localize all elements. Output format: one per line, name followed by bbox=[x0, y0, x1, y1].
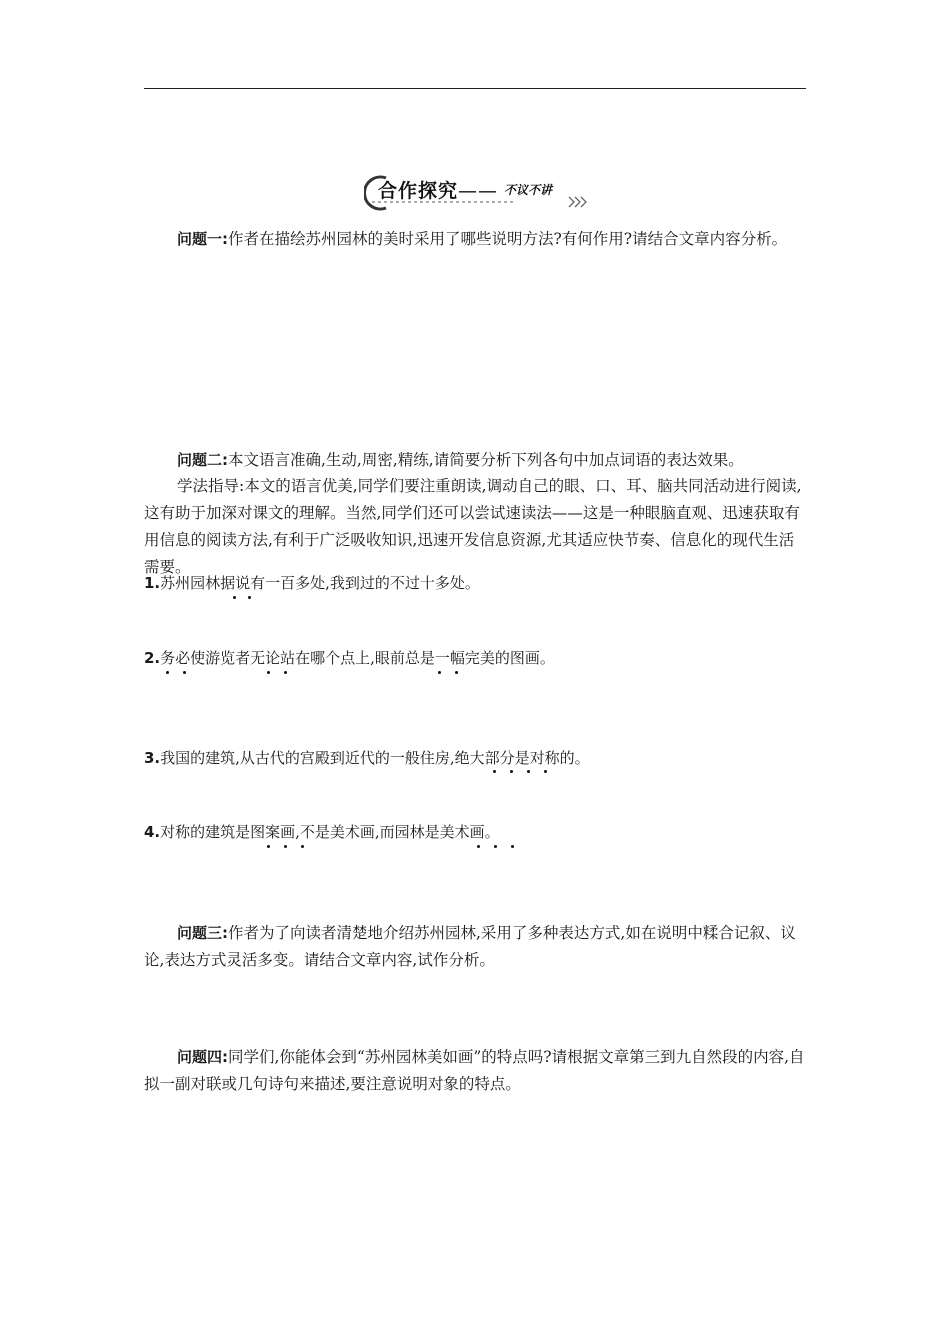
list-item bbox=[144, 819, 808, 846]
emphasis-dot bbox=[267, 671, 270, 674]
emphasis-dot bbox=[510, 770, 513, 773]
question-one-text: 作者在描绘苏州园林的美时采用了哪些说明方法?有何作用?请结合文章内容分析。 bbox=[228, 230, 788, 248]
emphasis-dot bbox=[301, 845, 304, 848]
item-text: 对称的建筑是图案画,不是美术画,而园林是美术画。 bbox=[160, 823, 500, 841]
emphasis-dot bbox=[267, 845, 270, 848]
emphasis-dot bbox=[233, 596, 236, 599]
list-item bbox=[144, 570, 808, 597]
item-text: 苏州园林据说有一百多处,我到过的不过十多处。 bbox=[160, 574, 480, 592]
question-two-label: 问题二: bbox=[177, 451, 228, 469]
section-heading bbox=[364, 172, 594, 212]
question-one bbox=[144, 226, 808, 253]
question-two-text: 本文语言准确,生动,周密,精练,请简要分析下列各句中加点词语的表达效果。 bbox=[228, 451, 744, 469]
section-title: 合作探究—— bbox=[378, 180, 499, 202]
question-three-text: 作者为了向读者清楚地介绍苏州园林,采用了多种表达方式,如在说明中糅合记叙、议论,表达方式灵活多变。请结合文章内容,试作分析。 bbox=[144, 924, 796, 969]
emphasis-dot bbox=[493, 770, 496, 773]
question-three bbox=[144, 920, 808, 974]
emphasis-dot bbox=[183, 671, 186, 674]
question-three-label: 问题三: bbox=[177, 924, 228, 942]
question-four-label: 问题四: bbox=[177, 1048, 228, 1066]
question-one-label: 问题一: bbox=[177, 230, 228, 248]
question-two bbox=[144, 447, 808, 474]
emphasis-dot bbox=[248, 596, 251, 599]
item-number: 1. bbox=[144, 574, 161, 592]
emphasis-dot bbox=[544, 770, 547, 773]
item-text: 务必使游览者无论站在哪个点上,眼前总是一幅完美的图画。 bbox=[160, 649, 555, 667]
list-item bbox=[144, 645, 808, 672]
item-number: 2. bbox=[144, 649, 161, 667]
emphasis-dot bbox=[284, 845, 287, 848]
item-text: 我国的建筑,从古代的宫殿到近代的一般住房,绝大部分是对称的。 bbox=[160, 749, 590, 767]
question-four bbox=[144, 1044, 808, 1098]
emphasis-dot bbox=[438, 671, 441, 674]
question-four-text: 同学们,你能体会到“苏州园林美如画”的特点吗?请根据文章第三到九自然段的内容,自拟一副对联或几句诗句来描述,要注意说明对象的特点。 bbox=[144, 1048, 805, 1093]
emphasis-dot bbox=[284, 671, 287, 674]
item-number: 3. bbox=[144, 749, 161, 767]
emphasis-dot bbox=[527, 770, 530, 773]
emphasis-dot bbox=[477, 845, 480, 848]
emphasis-dot bbox=[511, 845, 514, 848]
emphasis-dot bbox=[494, 845, 497, 848]
section-subtitle: 不议不讲 bbox=[504, 183, 553, 197]
header-rule bbox=[144, 88, 806, 89]
emphasis-dot bbox=[455, 671, 458, 674]
list-item bbox=[144, 745, 808, 772]
study-guide: 学法指导:本文的语言优美,同学们要注重朗读,调动自己的眼、口、耳、脑共同活动进行阅读,这有助于加深对课文的理解。当然,同学们还可以尝试速读法——这是一种眼脑直观、迅速获取有用信息的阅读方法,有利于广泛吸收知识,迅速开发信息资源,尤其适应快节奏、信息化的现代生活需要。 bbox=[144, 477, 802, 576]
emphasis-dot bbox=[166, 671, 169, 674]
item-number: 4. bbox=[144, 823, 161, 841]
